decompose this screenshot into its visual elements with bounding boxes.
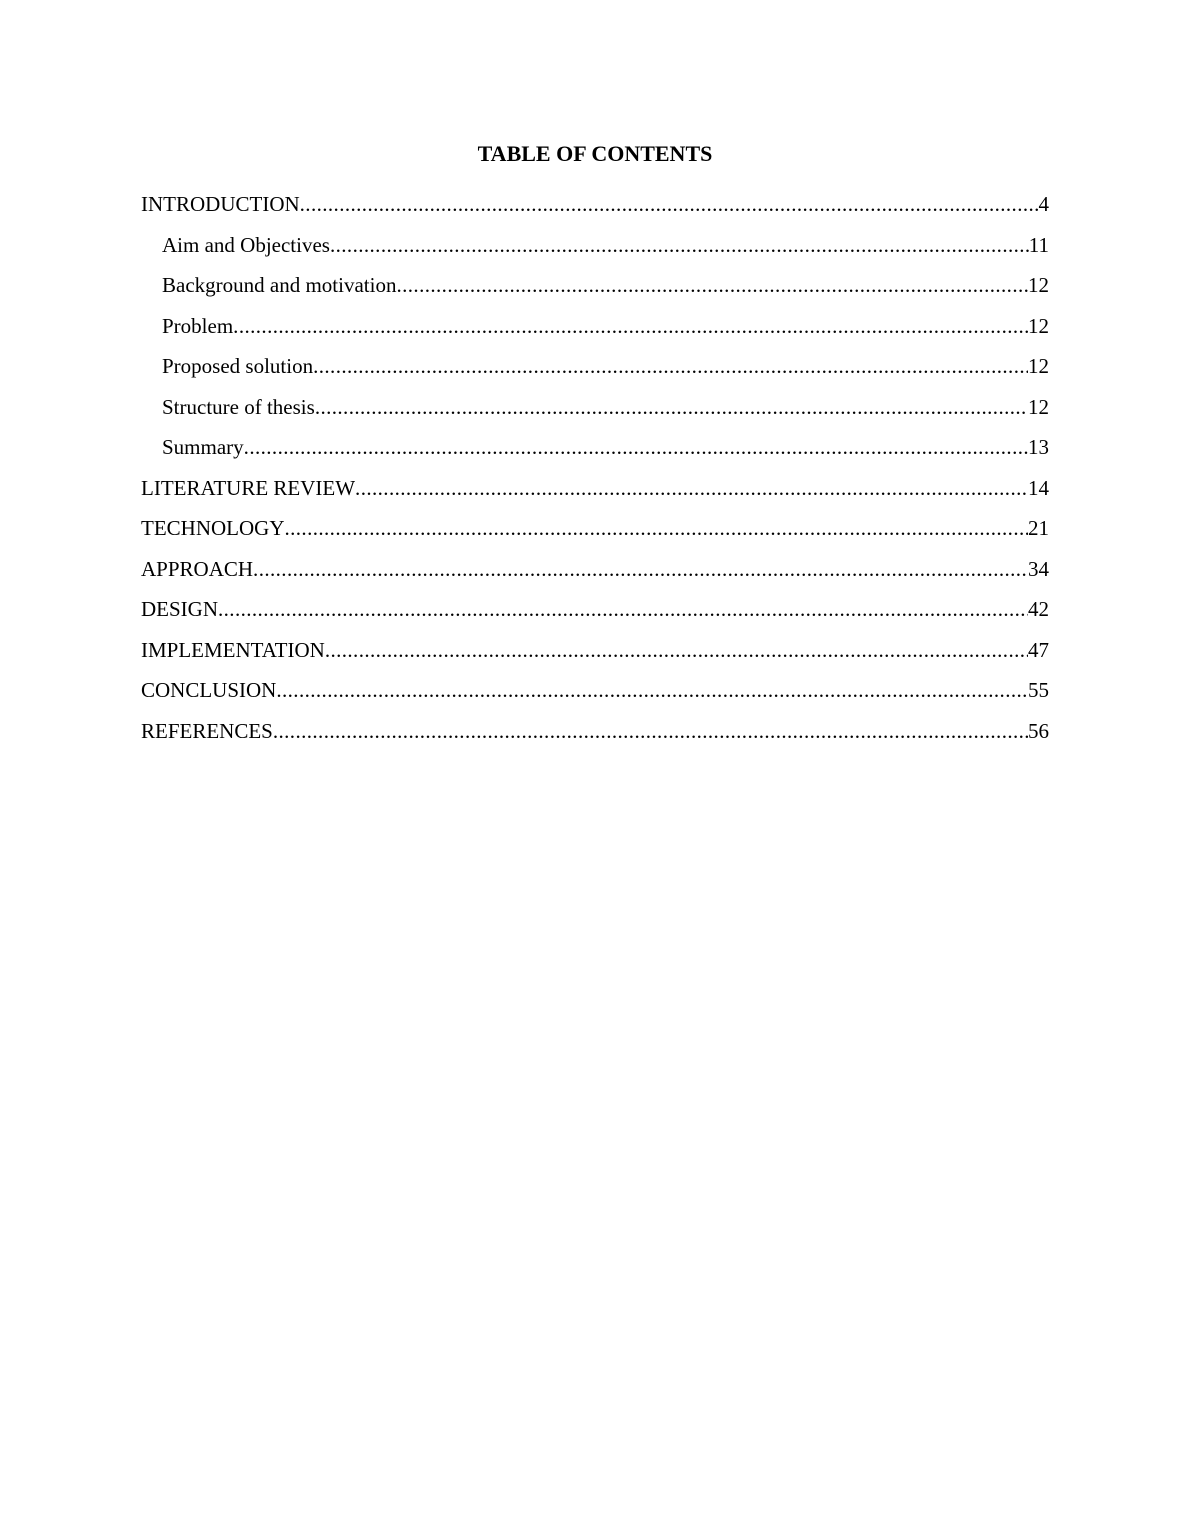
toc-entry-page: 12 bbox=[1028, 394, 1049, 419]
toc-entry-page: 11 bbox=[1028, 232, 1049, 257]
toc-entry-page: 12 bbox=[1028, 273, 1049, 297]
toc-leader-dots bbox=[218, 595, 1028, 623]
toc-entry-introduction[interactable] bbox=[141, 190, 1049, 231]
toc-entry-label: Proposed solution bbox=[162, 354, 314, 378]
toc-entry-page: 55 bbox=[1028, 678, 1049, 702]
toc-entry-page: 13 bbox=[1028, 435, 1049, 459]
toc-entry-structure-of-thesis[interactable] bbox=[141, 393, 1049, 434]
toc-entry-summary[interactable] bbox=[141, 433, 1049, 474]
toc-leader-dots bbox=[276, 676, 1028, 704]
toc-entry-label: LITERATURE REVIEW bbox=[141, 475, 356, 500]
toc-entry-implementation[interactable] bbox=[141, 636, 1049, 677]
toc-entry-page: 12 bbox=[1028, 313, 1049, 338]
toc-entry-design[interactable] bbox=[141, 595, 1049, 636]
toc-entry-page: 21 bbox=[1028, 516, 1049, 540]
toc-leader-dots bbox=[300, 190, 1039, 218]
toc-leader-dots bbox=[273, 717, 1028, 745]
toc-leader-dots bbox=[313, 352, 1028, 380]
toc-entry-label: TECHNOLOGY bbox=[141, 516, 285, 540]
toc-leader-dots bbox=[284, 514, 1028, 542]
toc-entry-page: 42 bbox=[1028, 597, 1049, 621]
toc-entry-label: REFERENCES bbox=[141, 718, 273, 743]
toc-entry-page: 12 bbox=[1028, 354, 1049, 378]
toc-entry-conclusion[interactable] bbox=[141, 676, 1049, 717]
toc-leader-dots bbox=[233, 312, 1028, 340]
toc-entry-label: DESIGN bbox=[141, 597, 218, 621]
toc-title: TABLE OF CONTENTS bbox=[477, 141, 713, 166]
toc-leader-dots bbox=[315, 393, 1028, 421]
toc-entry-label: INTRODUCTION bbox=[141, 192, 300, 216]
toc-entry-label: Structure of thesis bbox=[162, 394, 315, 419]
toc-entry-proposed-solution[interactable] bbox=[141, 352, 1049, 393]
toc-entry-page: 14 bbox=[1028, 475, 1049, 500]
toc-entry-label: Background and motivation bbox=[162, 273, 397, 297]
toc-entry-page: 4 bbox=[1038, 192, 1049, 216]
toc-list bbox=[141, 190, 1049, 757]
toc-entry-label: Summary bbox=[162, 435, 244, 459]
toc-leader-dots bbox=[325, 636, 1028, 664]
toc-entry-literature-review[interactable] bbox=[141, 474, 1049, 515]
toc-entry-label: IMPLEMENTATION bbox=[141, 637, 325, 662]
toc-entry-problem[interactable] bbox=[141, 312, 1049, 353]
toc-entry-label: Problem bbox=[162, 313, 234, 338]
toc-leader-dots bbox=[253, 555, 1028, 583]
toc-entry-label: CONCLUSION bbox=[141, 678, 277, 702]
toc-entry-aim-and-objectives[interactable] bbox=[141, 231, 1049, 272]
toc-entry-technology[interactable] bbox=[141, 514, 1049, 555]
toc-entry-label: Aim and Objectives bbox=[162, 232, 330, 257]
toc-entry-background-and-motivation[interactable] bbox=[141, 271, 1049, 312]
toc-entry-page: 34 bbox=[1028, 556, 1049, 581]
toc-leader-dots bbox=[355, 474, 1028, 502]
toc-entry-page: 56 bbox=[1028, 718, 1049, 743]
toc-leader-dots bbox=[330, 231, 1029, 259]
toc-entry-page: 47 bbox=[1028, 637, 1049, 662]
toc-leader-dots bbox=[244, 433, 1028, 461]
toc-entry-references[interactable] bbox=[141, 717, 1049, 758]
toc-leader-dots bbox=[396, 271, 1028, 299]
toc-entry-label: APPROACH bbox=[141, 556, 254, 581]
toc-entry-approach[interactable] bbox=[141, 555, 1049, 596]
